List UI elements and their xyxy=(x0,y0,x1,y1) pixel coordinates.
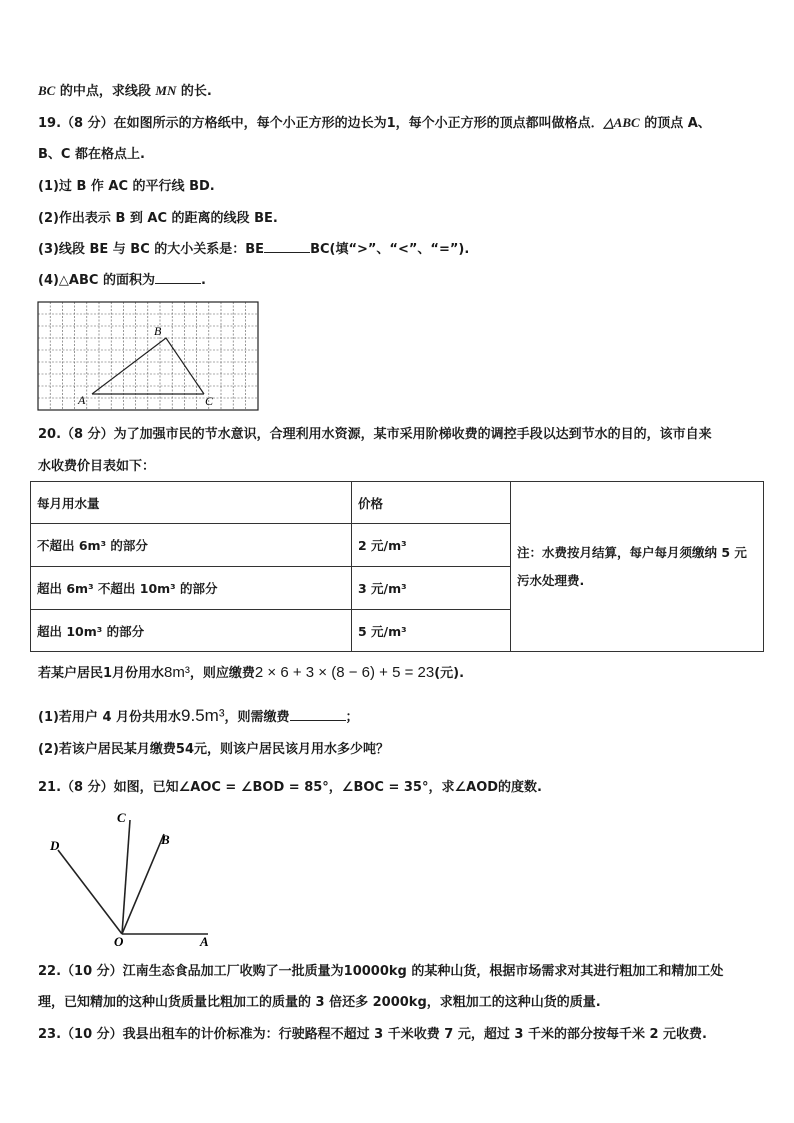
angle-figure xyxy=(40,806,240,954)
q20-part1-c: ； xyxy=(345,710,359,725)
q20-example-value: 8m³ xyxy=(164,664,190,681)
q19-part3-b: BC(填“>”、“<”、“=”). xyxy=(310,242,470,257)
answer-blank[interactable] xyxy=(290,708,346,721)
q20-part1-value: 9.5m³ xyxy=(181,706,225,725)
label-b: B xyxy=(154,324,162,338)
label-c: C xyxy=(205,394,214,408)
q19-head-tail: 的顶点 A、 xyxy=(639,116,711,131)
q19-part4 xyxy=(38,271,206,290)
q19-part3 xyxy=(38,240,469,259)
segment-mn: MN xyxy=(155,83,177,98)
q19-head-text: 19.（8 分）在如图所示的方格纸中，每个小正方形的边长为1，每个小正方形的顶点都叫做格点． xyxy=(38,116,604,131)
q20-example-a: 若某户居民1月份用水 xyxy=(38,666,165,681)
segment-bc: BC xyxy=(38,83,56,98)
q20-example xyxy=(38,664,464,683)
label-o: O xyxy=(114,934,124,949)
table-cell: 超出 6m³ 不超出 10m³ 的部分 xyxy=(31,567,352,610)
table-cell: 3 元/m³ xyxy=(352,567,511,610)
table-note: 注：水费按月结算，每户每月须缴纳 5 元污水处理费. xyxy=(511,482,764,652)
grid-figure xyxy=(36,300,262,412)
q22-line1: 22.（10 分）江南生态食品加工厂收购了一批质量为10000kg 的某种山货，根据市场需求对其进行粗加工和精加工处 xyxy=(38,964,724,979)
q19-part4-b: . xyxy=(200,273,206,288)
price-table xyxy=(30,481,764,652)
answer-blank[interactable] xyxy=(264,240,310,253)
q19-part4-a: (4)△ABC 的面积为 xyxy=(38,273,155,288)
q20-line2: 水收费价目表如下： xyxy=(38,459,156,474)
q19-line2: B、C 都在格点上. xyxy=(38,147,145,162)
table-cell: 2 元/m³ xyxy=(352,524,511,567)
q19-triangle: △ABC xyxy=(603,115,640,130)
q18-tail xyxy=(38,82,212,101)
q18-text2: 的长. xyxy=(176,84,212,99)
q20-example-b: ，则应缴费 xyxy=(189,666,255,681)
q19-part2: (2)作出表示 B 到 AC 的距离的线段 BE. xyxy=(38,211,278,226)
table-cell: 超出 10m³ 的部分 xyxy=(31,610,352,652)
ray-od xyxy=(58,850,122,934)
q19-part1: (1)过 B 作 AC 的平行线 BD. xyxy=(38,179,215,194)
q20-head: 20.（8 分）为了加强市民的节水意识，合理利用水资源，某市采用阶梯收费的调控手段以达到节水的目的，该市自来 xyxy=(38,427,712,442)
table-header-usage: 每月用水量 xyxy=(31,482,352,524)
label-a: A xyxy=(200,934,209,949)
q20-part1 xyxy=(38,707,359,727)
q23-line1: 23.（10 分）我县出租车的计价标准为：行驶路程不超过 3 千米收费 7 元，超过 3 千米的部分按每千米 2 元收费. xyxy=(38,1027,707,1042)
q19-head xyxy=(38,114,711,133)
q20-example-formula: 2 × 6 + 3 × (8 − 6) + 5 = 23 xyxy=(254,664,435,681)
q18-text1: 的中点，求线段 xyxy=(55,84,156,99)
table-header-price: 价格 xyxy=(352,482,511,524)
table-cell: 不超出 6m³ 的部分 xyxy=(31,524,352,567)
q20-part1-a: (1)若用户 4 月份共用水 xyxy=(38,710,182,725)
q19-part3-a: (3)线段 BE 与 BC 的大小关系是：BE xyxy=(38,242,265,257)
label-c: C xyxy=(117,810,126,825)
q20-part1-b: ，则需缴费 xyxy=(224,710,290,725)
q20-example-c: (元). xyxy=(434,666,465,681)
answer-blank[interactable] xyxy=(155,271,201,284)
label-a: A xyxy=(78,393,86,407)
q20-part2: (2)若该户居民某月缴费54元，则该户居民该月用水多少吨？ xyxy=(38,742,390,757)
table-cell: 5 元/m³ xyxy=(352,610,511,652)
q22-line2: 理，已知精加的这种山货质量比粗加工的质量的 3 倍还多 2000kg，求粗加工的这种山货的质量. xyxy=(38,995,601,1010)
label-b: B xyxy=(161,832,170,847)
label-d: D xyxy=(50,838,60,853)
q21-text: 21.（8 分）如图，已知∠AOC = ∠BOD = 85°，∠BOC = 35°，求∠AOD的度数. xyxy=(38,780,542,795)
